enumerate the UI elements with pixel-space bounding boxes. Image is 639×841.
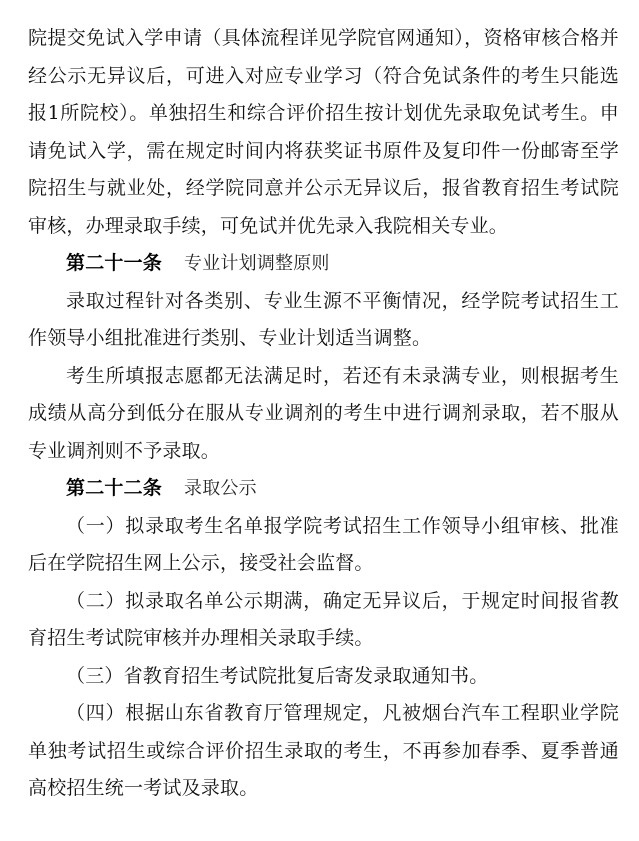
article-22-number: 第二十二条 (66, 477, 163, 499)
paragraph-publicity-3: （三）省教育招生考试院批复后寄发录取通知书。 (66, 664, 489, 687)
paragraph-exemption-application: 院提交免试入学申请（具体流程详见学院官网通知），资格审核合格并经公示无异议后，可进入对应专业学习（符合免试条件的考生只能选报1所院校）。单独招生和综合评价招生按计划优先录取免试考生。申请免试入学，需在规定时间内将获奖证书原件及复印件一份邮寄至学院招生与就业处，经学院同意并公示无异议后，报省教育招生考试院审核，办理录取手续，可免试并优先录入我院相关专业。 (28, 27, 619, 237)
article-22-title: 录取公示 (184, 478, 257, 499)
paragraph-adjustment-admission: 考生所填报志愿都无法满足时，若还有未录满专业，则根据考生成绩从高分到低分在服从专业调剂的考生中进行调剂录取，若不服从专业调剂则不予录取。 (28, 364, 619, 462)
paragraph-plan-adjustment: 录取过程针对各类别、专业生源不平衡情况，经学院考试招生工作领导小组批准进行类别、专业计划适当调整。 (28, 289, 619, 349)
article-21-number: 第二十一条 (66, 252, 163, 274)
article-21-heading (28, 245, 619, 283)
paragraph-publicity-1: （一）拟录取考生名单报学院考试招生工作领导小组审核、批准后在学院招生网上公示，接受社会监督。 (28, 514, 619, 574)
paragraph-publicity-4: （四）根据山东省教育厅管理规定，凡被烟台汽车工程职业学院单独考试招生或综合评价招生录取的考生，不再参加春季、夏季普通高校招生统一考试及录取。 (28, 702, 619, 799)
article-21-title: 专业计划调整原则 (184, 253, 330, 274)
paragraph-publicity-2: （二）拟录取名单公示期满，确定无异议后，于规定时间报省教育招生考试院审核并办理相关录取手续。 (28, 589, 619, 649)
article-22-heading (28, 470, 619, 508)
